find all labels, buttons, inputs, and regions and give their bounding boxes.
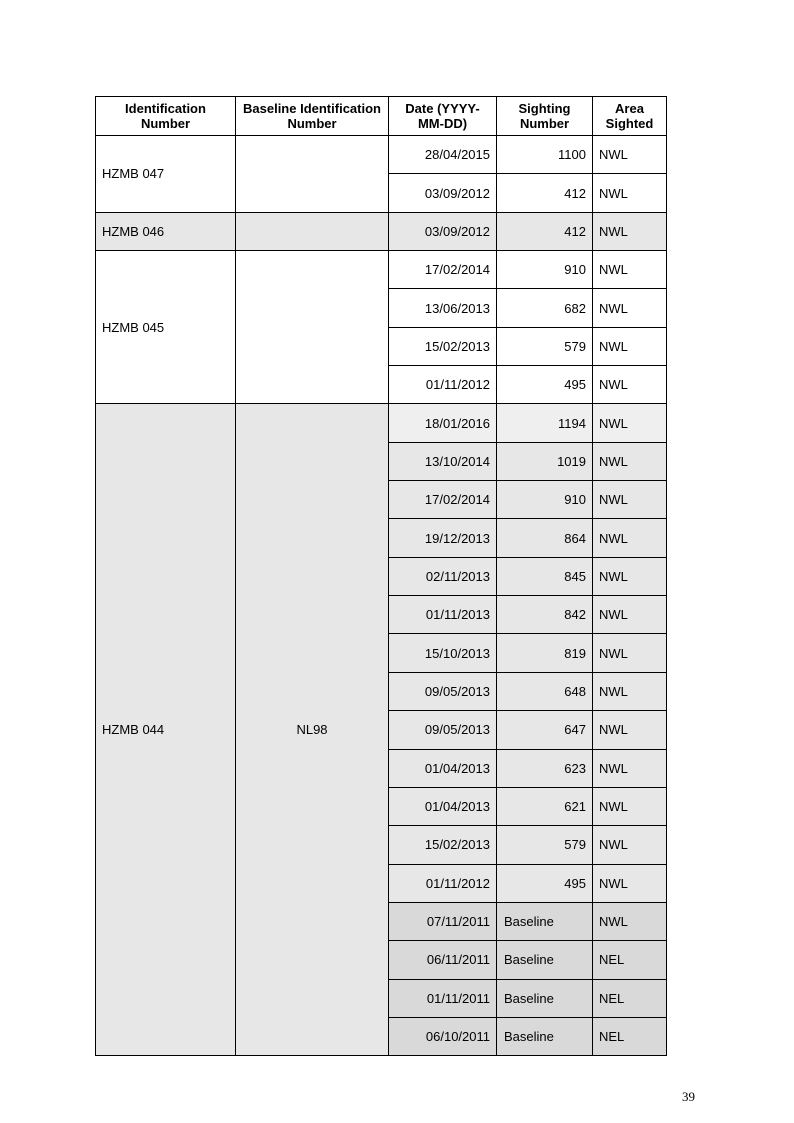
header-baseline-identification-number: Baseline Identification Number [236,97,389,136]
date-cell: 01/11/2012 [389,366,497,404]
sighting-number-cell: 623 [497,749,593,787]
sighting-number-cell: 579 [497,327,593,365]
date-cell: 15/10/2013 [389,634,497,672]
header-sighting-number: Sighting Number [497,97,593,136]
date-cell: 09/05/2013 [389,672,497,710]
header-row [96,97,667,136]
area-sighted-cell: NWL [593,787,667,825]
sighting-number-cell: 842 [497,596,593,634]
area-sighted-cell: NWL [593,174,667,212]
area-sighted-cell: NWL [593,481,667,519]
area-sighted-cell: NWL [593,749,667,787]
table-row [96,404,667,442]
page-number: 39 [682,1089,695,1104]
area-sighted-cell: NWL [593,826,667,864]
date-cell: 19/12/2013 [389,519,497,557]
date-cell: 07/11/2011 [389,902,497,940]
baseline-id-cell [236,251,389,404]
sighting-number-cell: Baseline [497,902,593,940]
area-sighted-cell: NWL [593,327,667,365]
sighting-number-cell: 1019 [497,442,593,480]
area-sighted-cell: NWL [593,136,667,174]
date-cell: 02/11/2013 [389,557,497,595]
sighting-number-cell: 412 [497,174,593,212]
sighting-number-cell: 1194 [497,404,593,442]
area-sighted-cell: NEL [593,941,667,979]
date-cell: 03/09/2012 [389,212,497,250]
date-cell: 01/04/2013 [389,749,497,787]
date-cell: 01/11/2011 [389,979,497,1017]
area-sighted-cell: NWL [593,442,667,480]
baseline-id-cell [236,136,389,213]
sighting-number-cell: 845 [497,557,593,595]
area-sighted-cell: NWL [593,902,667,940]
table-row [96,136,667,174]
baseline-id-cell: NL98 [236,404,389,1056]
date-cell: 01/04/2013 [389,787,497,825]
sightings-table [95,96,667,1056]
date-cell: 01/11/2013 [389,596,497,634]
sighting-number-cell: 647 [497,711,593,749]
area-sighted-cell: NWL [593,519,667,557]
date-cell: 01/11/2012 [389,864,497,902]
area-sighted-cell: NEL [593,979,667,1017]
sighting-number-cell: 648 [497,672,593,710]
area-sighted-cell: NEL [593,1017,667,1055]
sighting-number-cell: 1100 [497,136,593,174]
sighting-number-cell: 910 [497,481,593,519]
date-cell: 17/02/2014 [389,251,497,289]
area-sighted-cell: NWL [593,404,667,442]
area-sighted-cell: NWL [593,366,667,404]
date-cell: 13/10/2014 [389,442,497,480]
date-cell: 09/05/2013 [389,711,497,749]
date-cell: 06/11/2011 [389,941,497,979]
identification-number-cell: HZMB 047 [96,136,236,213]
area-sighted-cell: NWL [593,557,667,595]
sighting-number-cell: 682 [497,289,593,327]
date-cell: 06/10/2011 [389,1017,497,1055]
header-date: Date (YYYY-MM-DD) [389,97,497,136]
date-cell: 28/04/2015 [389,136,497,174]
baseline-id-cell [236,212,389,250]
sighting-number-cell: 412 [497,212,593,250]
date-cell: 15/02/2013 [389,826,497,864]
table-row [96,212,667,250]
area-sighted-cell: NWL [593,864,667,902]
sighting-number-cell: 910 [497,251,593,289]
header-area-sighted: Area Sighted [593,97,667,136]
date-cell: 17/02/2014 [389,481,497,519]
area-sighted-cell: NWL [593,251,667,289]
identification-number-cell: HZMB 044 [96,404,236,1056]
area-sighted-cell: NWL [593,596,667,634]
sighting-number-cell: 819 [497,634,593,672]
date-cell: 18/01/2016 [389,404,497,442]
area-sighted-cell: NWL [593,634,667,672]
sighting-number-cell: Baseline [497,1017,593,1055]
identification-number-cell: HZMB 045 [96,251,236,404]
date-cell: 03/09/2012 [389,174,497,212]
identification-number-cell: HZMB 046 [96,212,236,250]
table-row [96,251,667,289]
area-sighted-cell: NWL [593,711,667,749]
sighting-number-cell: 579 [497,826,593,864]
sighting-number-cell: 864 [497,519,593,557]
area-sighted-cell: NWL [593,672,667,710]
area-sighted-cell: NWL [593,212,667,250]
date-cell: 13/06/2013 [389,289,497,327]
header-identification-number: Identification Number [96,97,236,136]
area-sighted-cell: NWL [593,289,667,327]
sighting-number-cell: Baseline [497,979,593,1017]
date-cell: 15/02/2013 [389,327,497,365]
sighting-number-cell: 495 [497,864,593,902]
sighting-number-cell: 621 [497,787,593,825]
sighting-number-cell: 495 [497,366,593,404]
sighting-number-cell: Baseline [497,941,593,979]
